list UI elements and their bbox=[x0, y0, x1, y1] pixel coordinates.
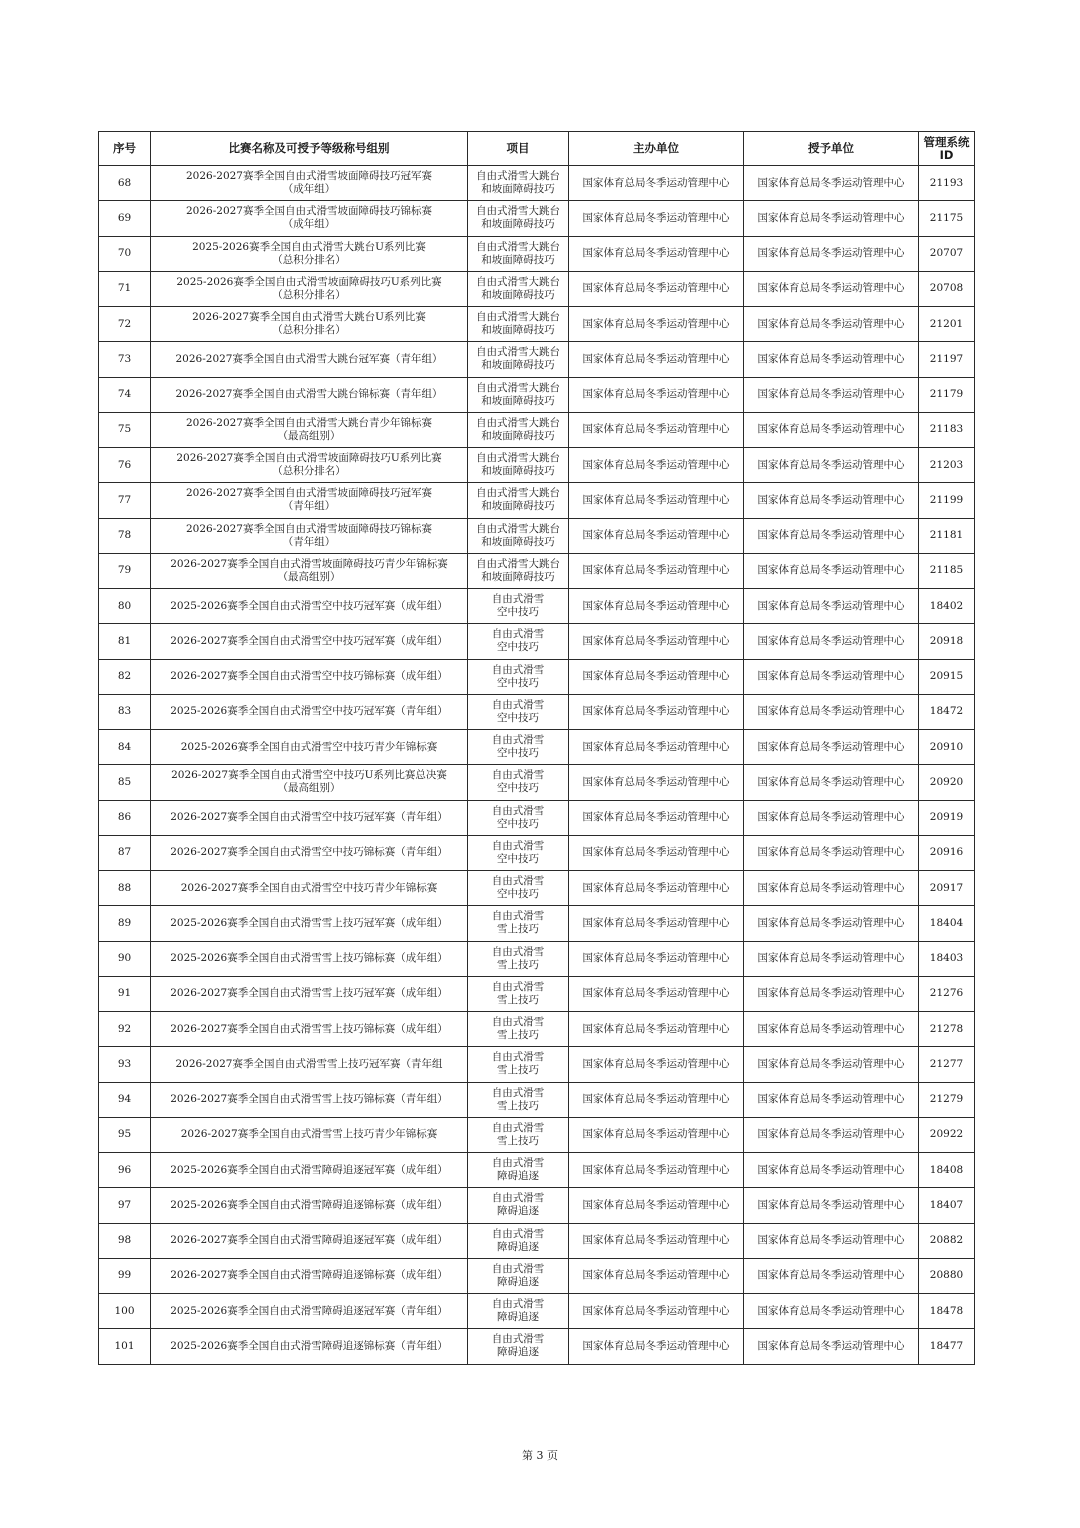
cell-name: 2025-2026赛季全国自由式滑雪空中技巧青少年锦标赛 bbox=[151, 730, 468, 765]
header-sys-id: 管理系统 ID bbox=[919, 132, 975, 166]
cell-name: 2026-2027赛季全国自由式滑雪坡面障碍技巧U系列比赛 （总积分排名） bbox=[151, 448, 468, 483]
cell-project: 自由式滑雪大跳台 和坡面障碍技巧 bbox=[468, 483, 569, 518]
cell-grantor: 国家体育总局冬季运动管理中心 bbox=[744, 800, 919, 835]
cell-name: 2026-2027赛季全国自由式滑雪大跳台冠军赛（青年组） bbox=[151, 342, 468, 377]
cell-id: 21185 bbox=[919, 553, 975, 588]
cell-host: 国家体育总局冬季运动管理中心 bbox=[569, 871, 744, 906]
cell-host: 国家体育总局冬季运动管理中心 bbox=[569, 1258, 744, 1293]
cell-no: 87 bbox=[99, 835, 151, 870]
cell-host: 国家体育总局冬季运动管理中心 bbox=[569, 483, 744, 518]
cell-id: 20917 bbox=[919, 871, 975, 906]
cell-no: 68 bbox=[99, 166, 151, 201]
cell-no: 80 bbox=[99, 589, 151, 624]
table-row bbox=[99, 659, 975, 694]
cell-name: 2025-2026赛季全国自由式滑雪坡面障碍技巧U系列比赛 （总积分排名） bbox=[151, 271, 468, 306]
cell-no: 86 bbox=[99, 800, 151, 835]
table-row bbox=[99, 589, 975, 624]
cell-grantor: 国家体育总局冬季运动管理中心 bbox=[744, 906, 919, 941]
table-row bbox=[99, 1012, 975, 1047]
cell-no: 82 bbox=[99, 659, 151, 694]
header-project: 项目 bbox=[468, 132, 569, 166]
cell-host: 国家体育总局冬季运动管理中心 bbox=[569, 589, 744, 624]
cell-grantor: 国家体育总局冬季运动管理中心 bbox=[744, 201, 919, 236]
cell-name: 2026-2027赛季全国自由式滑雪障碍追逐锦标赛（成年组） bbox=[151, 1258, 468, 1293]
cell-id: 20708 bbox=[919, 271, 975, 306]
cell-no: 73 bbox=[99, 342, 151, 377]
cell-id: 21179 bbox=[919, 377, 975, 412]
cell-name: 2026-2027赛季全国自由式滑雪空中技巧锦标赛（青年组） bbox=[151, 835, 468, 870]
cell-name: 2025-2026赛季全国自由式滑雪障碍追逐锦标赛（成年组） bbox=[151, 1188, 468, 1223]
cell-host: 国家体育总局冬季运动管理中心 bbox=[569, 201, 744, 236]
table-row bbox=[99, 624, 975, 659]
table-row bbox=[99, 871, 975, 906]
cell-name: 2025-2026赛季全国自由式滑雪障碍追逐冠军赛（青年组） bbox=[151, 1294, 468, 1329]
cell-grantor: 国家体育总局冬季运动管理中心 bbox=[744, 166, 919, 201]
cell-host: 国家体育总局冬季运动管理中心 bbox=[569, 800, 744, 835]
cell-id: 18477 bbox=[919, 1329, 975, 1364]
cell-host: 国家体育总局冬季运动管理中心 bbox=[569, 342, 744, 377]
cell-grantor: 国家体育总局冬季运动管理中心 bbox=[744, 271, 919, 306]
cell-id: 21193 bbox=[919, 166, 975, 201]
cell-grantor: 国家体育总局冬季运动管理中心 bbox=[744, 1047, 919, 1082]
cell-project: 自由式滑雪 空中技巧 bbox=[468, 730, 569, 765]
cell-id: 20920 bbox=[919, 765, 975, 800]
cell-no: 77 bbox=[99, 483, 151, 518]
cell-no: 98 bbox=[99, 1223, 151, 1258]
cell-id: 18408 bbox=[919, 1153, 975, 1188]
cell-no: 79 bbox=[99, 553, 151, 588]
cell-name: 2026-2027赛季全国自由式滑雪坡面障碍技巧青少年锦标赛 （最高组别） bbox=[151, 553, 468, 588]
table-row bbox=[99, 1082, 975, 1117]
table-row bbox=[99, 553, 975, 588]
table-row bbox=[99, 835, 975, 870]
table-row bbox=[99, 1153, 975, 1188]
cell-host: 国家体育总局冬季运动管理中心 bbox=[569, 307, 744, 342]
cell-host: 国家体育总局冬季运动管理中心 bbox=[569, 1012, 744, 1047]
cell-id: 21201 bbox=[919, 307, 975, 342]
cell-name: 2026-2027赛季全国自由式滑雪坡面障碍技巧冠军赛 （青年组） bbox=[151, 483, 468, 518]
cell-host: 国家体育总局冬季运动管理中心 bbox=[569, 553, 744, 588]
cell-no: 83 bbox=[99, 694, 151, 729]
cell-host: 国家体育总局冬季运动管理中心 bbox=[569, 1047, 744, 1082]
cell-project: 自由式滑雪 空中技巧 bbox=[468, 694, 569, 729]
cell-name: 2025-2026赛季全国自由式滑雪雪上技巧冠军赛（成年组） bbox=[151, 906, 468, 941]
cell-project: 自由式滑雪大跳台 和坡面障碍技巧 bbox=[468, 448, 569, 483]
cell-no: 90 bbox=[99, 941, 151, 976]
cell-name: 2026-2027赛季全国自由式滑雪大跳台U系列比赛 （总积分排名） bbox=[151, 307, 468, 342]
cell-project: 自由式滑雪大跳台 和坡面障碍技巧 bbox=[468, 201, 569, 236]
cell-no: 72 bbox=[99, 307, 151, 342]
cell-grantor: 国家体育总局冬季运动管理中心 bbox=[744, 624, 919, 659]
table-row bbox=[99, 800, 975, 835]
cell-id: 18407 bbox=[919, 1188, 975, 1223]
cell-project: 自由式滑雪 障碍追逐 bbox=[468, 1258, 569, 1293]
cell-grantor: 国家体育总局冬季运动管理中心 bbox=[744, 518, 919, 553]
cell-id: 18403 bbox=[919, 941, 975, 976]
cell-id: 21181 bbox=[919, 518, 975, 553]
cell-project: 自由式滑雪 障碍追逐 bbox=[468, 1294, 569, 1329]
table-row bbox=[99, 483, 975, 518]
cell-no: 95 bbox=[99, 1117, 151, 1152]
cell-name: 2025-2026赛季全国自由式滑雪空中技巧冠军赛（成年组） bbox=[151, 589, 468, 624]
cell-host: 国家体育总局冬季运动管理中心 bbox=[569, 835, 744, 870]
table-body bbox=[99, 166, 975, 1365]
cell-id: 20916 bbox=[919, 835, 975, 870]
cell-host: 国家体育总局冬季运动管理中心 bbox=[569, 1329, 744, 1364]
cell-project: 自由式滑雪 雪上技巧 bbox=[468, 1117, 569, 1152]
cell-name: 2026-2027赛季全国自由式滑雪空中技巧冠军赛（成年组） bbox=[151, 624, 468, 659]
cell-grantor: 国家体育总局冬季运动管理中心 bbox=[744, 835, 919, 870]
cell-host: 国家体育总局冬季运动管理中心 bbox=[569, 976, 744, 1011]
header-grantor: 授予单位 bbox=[744, 132, 919, 166]
competition-table bbox=[98, 131, 975, 1365]
cell-host: 国家体育总局冬季运动管理中心 bbox=[569, 765, 744, 800]
table-row bbox=[99, 412, 975, 447]
cell-id: 21276 bbox=[919, 976, 975, 1011]
cell-no: 93 bbox=[99, 1047, 151, 1082]
cell-project: 自由式滑雪 空中技巧 bbox=[468, 589, 569, 624]
table-row bbox=[99, 377, 975, 412]
cell-project: 自由式滑雪大跳台 和坡面障碍技巧 bbox=[468, 166, 569, 201]
cell-id: 20919 bbox=[919, 800, 975, 835]
cell-project: 自由式滑雪大跳台 和坡面障碍技巧 bbox=[468, 236, 569, 271]
cell-name: 2026-2027赛季全国自由式滑雪雪上技巧冠军赛（成年组） bbox=[151, 976, 468, 1011]
cell-no: 75 bbox=[99, 412, 151, 447]
cell-grantor: 国家体育总局冬季运动管理中心 bbox=[744, 448, 919, 483]
table-row bbox=[99, 448, 975, 483]
cell-grantor: 国家体育总局冬季运动管理中心 bbox=[744, 1188, 919, 1223]
cell-project: 自由式滑雪大跳台 和坡面障碍技巧 bbox=[468, 377, 569, 412]
cell-host: 国家体育总局冬季运动管理中心 bbox=[569, 448, 744, 483]
cell-name: 2026-2027赛季全国自由式滑雪雪上技巧冠军赛（青年组 bbox=[151, 1047, 468, 1082]
cell-grantor: 国家体育总局冬季运动管理中心 bbox=[744, 236, 919, 271]
table-row bbox=[99, 201, 975, 236]
cell-id: 21279 bbox=[919, 1082, 975, 1117]
cell-project: 自由式滑雪大跳台 和坡面障碍技巧 bbox=[468, 553, 569, 588]
cell-name: 2025-2026赛季全国自由式滑雪障碍追逐冠军赛（成年组） bbox=[151, 1153, 468, 1188]
cell-id: 18404 bbox=[919, 906, 975, 941]
cell-host: 国家体育总局冬季运动管理中心 bbox=[569, 518, 744, 553]
cell-host: 国家体育总局冬季运动管理中心 bbox=[569, 412, 744, 447]
cell-grantor: 国家体育总局冬季运动管理中心 bbox=[744, 1012, 919, 1047]
table-row bbox=[99, 1047, 975, 1082]
cell-project: 自由式滑雪 雪上技巧 bbox=[468, 976, 569, 1011]
table-row bbox=[99, 1117, 975, 1152]
cell-host: 国家体育总局冬季运动管理中心 bbox=[569, 730, 744, 765]
cell-project: 自由式滑雪 雪上技巧 bbox=[468, 1047, 569, 1082]
cell-id: 20882 bbox=[919, 1223, 975, 1258]
cell-no: 85 bbox=[99, 765, 151, 800]
cell-name: 2026-2027赛季全国自由式滑雪大跳台青少年锦标赛 （最高组别） bbox=[151, 412, 468, 447]
cell-id: 18472 bbox=[919, 694, 975, 729]
cell-no: 71 bbox=[99, 271, 151, 306]
cell-no: 88 bbox=[99, 871, 151, 906]
header-no: 序号 bbox=[99, 132, 151, 166]
cell-host: 国家体育总局冬季运动管理中心 bbox=[569, 941, 744, 976]
cell-id: 21199 bbox=[919, 483, 975, 518]
cell-grantor: 国家体育总局冬季运动管理中心 bbox=[744, 1117, 919, 1152]
cell-no: 81 bbox=[99, 624, 151, 659]
cell-project: 自由式滑雪 空中技巧 bbox=[468, 659, 569, 694]
cell-project: 自由式滑雪 雪上技巧 bbox=[468, 1082, 569, 1117]
cell-project: 自由式滑雪 空中技巧 bbox=[468, 871, 569, 906]
cell-id: 20880 bbox=[919, 1258, 975, 1293]
cell-id: 21278 bbox=[919, 1012, 975, 1047]
cell-grantor: 国家体育总局冬季运动管理中心 bbox=[744, 412, 919, 447]
cell-no: 76 bbox=[99, 448, 151, 483]
cell-project: 自由式滑雪大跳台 和坡面障碍技巧 bbox=[468, 412, 569, 447]
table-row bbox=[99, 765, 975, 800]
cell-project: 自由式滑雪 雪上技巧 bbox=[468, 906, 569, 941]
cell-project: 自由式滑雪 障碍追逐 bbox=[468, 1329, 569, 1364]
cell-host: 国家体育总局冬季运动管理中心 bbox=[569, 659, 744, 694]
cell-grantor: 国家体育总局冬季运动管理中心 bbox=[744, 377, 919, 412]
cell-name: 2026-2027赛季全国自由式滑雪坡面障碍技巧锦标赛 （青年组） bbox=[151, 518, 468, 553]
cell-no: 91 bbox=[99, 976, 151, 1011]
cell-name: 2025-2026赛季全国自由式滑雪雪上技巧锦标赛（成年组） bbox=[151, 941, 468, 976]
cell-name: 2026-2027赛季全国自由式滑雪雪上技巧锦标赛（成年组） bbox=[151, 1012, 468, 1047]
cell-no: 96 bbox=[99, 1153, 151, 1188]
cell-grantor: 国家体育总局冬季运动管理中心 bbox=[744, 871, 919, 906]
cell-grantor: 国家体育总局冬季运动管理中心 bbox=[744, 1082, 919, 1117]
cell-host: 国家体育总局冬季运动管理中心 bbox=[569, 624, 744, 659]
cell-name: 2026-2027赛季全国自由式滑雪坡面障碍技巧锦标赛 （成年组） bbox=[151, 201, 468, 236]
cell-no: 84 bbox=[99, 730, 151, 765]
cell-grantor: 国家体育总局冬季运动管理中心 bbox=[744, 976, 919, 1011]
cell-name: 2025-2026赛季全国自由式滑雪障碍追逐锦标赛（青年组） bbox=[151, 1329, 468, 1364]
table-row bbox=[99, 976, 975, 1011]
cell-grantor: 国家体育总局冬季运动管理中心 bbox=[744, 1294, 919, 1329]
header-host: 主办单位 bbox=[569, 132, 744, 166]
cell-name: 2026-2027赛季全国自由式滑雪大跳台锦标赛（青年组） bbox=[151, 377, 468, 412]
cell-project: 自由式滑雪 障碍追逐 bbox=[468, 1153, 569, 1188]
cell-id: 21175 bbox=[919, 201, 975, 236]
table-row bbox=[99, 730, 975, 765]
table-row bbox=[99, 307, 975, 342]
cell-host: 国家体育总局冬季运动管理中心 bbox=[569, 1223, 744, 1258]
cell-project: 自由式滑雪 障碍追逐 bbox=[468, 1188, 569, 1223]
cell-project: 自由式滑雪 空中技巧 bbox=[468, 835, 569, 870]
cell-host: 国家体育总局冬季运动管理中心 bbox=[569, 694, 744, 729]
cell-name: 2026-2027赛季全国自由式滑雪空中技巧U系列比赛总决赛 （最高组别） bbox=[151, 765, 468, 800]
cell-no: 97 bbox=[99, 1188, 151, 1223]
cell-grantor: 国家体育总局冬季运动管理中心 bbox=[744, 941, 919, 976]
cell-id: 20918 bbox=[919, 624, 975, 659]
table-row bbox=[99, 941, 975, 976]
header-row bbox=[99, 132, 975, 166]
cell-id: 20915 bbox=[919, 659, 975, 694]
cell-project: 自由式滑雪大跳台 和坡面障碍技巧 bbox=[468, 307, 569, 342]
cell-no: 99 bbox=[99, 1258, 151, 1293]
cell-grantor: 国家体育总局冬季运动管理中心 bbox=[744, 659, 919, 694]
cell-name: 2026-2027赛季全国自由式滑雪空中技巧冠军赛（青年组） bbox=[151, 800, 468, 835]
cell-id: 21183 bbox=[919, 412, 975, 447]
cell-no: 92 bbox=[99, 1012, 151, 1047]
cell-id: 21277 bbox=[919, 1047, 975, 1082]
cell-project: 自由式滑雪大跳台 和坡面障碍技巧 bbox=[468, 271, 569, 306]
cell-no: 100 bbox=[99, 1294, 151, 1329]
cell-id: 18478 bbox=[919, 1294, 975, 1329]
cell-host: 国家体育总局冬季运动管理中心 bbox=[569, 236, 744, 271]
cell-project: 自由式滑雪 障碍追逐 bbox=[468, 1223, 569, 1258]
table-header bbox=[99, 132, 975, 166]
cell-grantor: 国家体育总局冬季运动管理中心 bbox=[744, 307, 919, 342]
table-row bbox=[99, 906, 975, 941]
table-row bbox=[99, 694, 975, 729]
table-row bbox=[99, 1188, 975, 1223]
cell-grantor: 国家体育总局冬季运动管理中心 bbox=[744, 1329, 919, 1364]
cell-no: 70 bbox=[99, 236, 151, 271]
cell-name: 2026-2027赛季全国自由式滑雪空中技巧青少年锦标赛 bbox=[151, 871, 468, 906]
cell-no: 101 bbox=[99, 1329, 151, 1364]
cell-grantor: 国家体育总局冬季运动管理中心 bbox=[744, 1223, 919, 1258]
cell-no: 94 bbox=[99, 1082, 151, 1117]
cell-name: 2025-2026赛季全国自由式滑雪空中技巧冠军赛（青年组） bbox=[151, 694, 468, 729]
cell-name: 2026-2027赛季全国自由式滑雪障碍追逐冠军赛（成年组） bbox=[151, 1223, 468, 1258]
cell-name: 2026-2027赛季全国自由式滑雪雪上技巧青少年锦标赛 bbox=[151, 1117, 468, 1152]
cell-project: 自由式滑雪 空中技巧 bbox=[468, 765, 569, 800]
cell-no: 69 bbox=[99, 201, 151, 236]
cell-host: 国家体育总局冬季运动管理中心 bbox=[569, 1294, 744, 1329]
table-row bbox=[99, 166, 975, 201]
cell-grantor: 国家体育总局冬季运动管理中心 bbox=[744, 483, 919, 518]
cell-grantor: 国家体育总局冬季运动管理中心 bbox=[744, 589, 919, 624]
cell-id: 18402 bbox=[919, 589, 975, 624]
cell-project: 自由式滑雪 雪上技巧 bbox=[468, 941, 569, 976]
cell-grantor: 国家体育总局冬季运动管理中心 bbox=[744, 1153, 919, 1188]
cell-name: 2026-2027赛季全国自由式滑雪雪上技巧锦标赛（青年组） bbox=[151, 1082, 468, 1117]
cell-id: 20707 bbox=[919, 236, 975, 271]
cell-host: 国家体育总局冬季运动管理中心 bbox=[569, 1082, 744, 1117]
header-name: 比赛名称及可授予等级称号组别 bbox=[151, 132, 468, 166]
table-row bbox=[99, 342, 975, 377]
table-row bbox=[99, 518, 975, 553]
cell-id: 21197 bbox=[919, 342, 975, 377]
cell-id: 20922 bbox=[919, 1117, 975, 1152]
page-number: 第 3 页 bbox=[522, 1449, 558, 1462]
cell-project: 自由式滑雪 雪上技巧 bbox=[468, 1012, 569, 1047]
cell-no: 74 bbox=[99, 377, 151, 412]
cell-project: 自由式滑雪 空中技巧 bbox=[468, 800, 569, 835]
cell-host: 国家体育总局冬季运动管理中心 bbox=[569, 1153, 744, 1188]
cell-no: 89 bbox=[99, 906, 151, 941]
cell-host: 国家体育总局冬季运动管理中心 bbox=[569, 1188, 744, 1223]
cell-grantor: 国家体育总局冬季运动管理中心 bbox=[744, 553, 919, 588]
table-row bbox=[99, 236, 975, 271]
cell-host: 国家体育总局冬季运动管理中心 bbox=[569, 271, 744, 306]
cell-name: 2025-2026赛季全国自由式滑雪大跳台U系列比赛 （总积分排名） bbox=[151, 236, 468, 271]
cell-id: 20910 bbox=[919, 730, 975, 765]
cell-grantor: 国家体育总局冬季运动管理中心 bbox=[744, 765, 919, 800]
cell-host: 国家体育总局冬季运动管理中心 bbox=[569, 1117, 744, 1152]
table-row bbox=[99, 1223, 975, 1258]
cell-host: 国家体育总局冬季运动管理中心 bbox=[569, 166, 744, 201]
cell-host: 国家体育总局冬季运动管理中心 bbox=[569, 377, 744, 412]
cell-project: 自由式滑雪大跳台 和坡面障碍技巧 bbox=[468, 518, 569, 553]
cell-host: 国家体育总局冬季运动管理中心 bbox=[569, 906, 744, 941]
cell-grantor: 国家体育总局冬季运动管理中心 bbox=[744, 694, 919, 729]
table-row bbox=[99, 1329, 975, 1364]
table-row bbox=[99, 271, 975, 306]
cell-name: 2026-2027赛季全国自由式滑雪坡面障碍技巧冠军赛 （成年组） bbox=[151, 166, 468, 201]
cell-name: 2026-2027赛季全国自由式滑雪空中技巧锦标赛（成年组） bbox=[151, 659, 468, 694]
cell-no: 78 bbox=[99, 518, 151, 553]
cell-grantor: 国家体育总局冬季运动管理中心 bbox=[744, 1258, 919, 1293]
table-row bbox=[99, 1258, 975, 1293]
cell-grantor: 国家体育总局冬季运动管理中心 bbox=[744, 730, 919, 765]
cell-id: 21203 bbox=[919, 448, 975, 483]
cell-project: 自由式滑雪 空中技巧 bbox=[468, 624, 569, 659]
cell-project: 自由式滑雪大跳台 和坡面障碍技巧 bbox=[468, 342, 569, 377]
cell-grantor: 国家体育总局冬季运动管理中心 bbox=[744, 342, 919, 377]
table-row bbox=[99, 1294, 975, 1329]
